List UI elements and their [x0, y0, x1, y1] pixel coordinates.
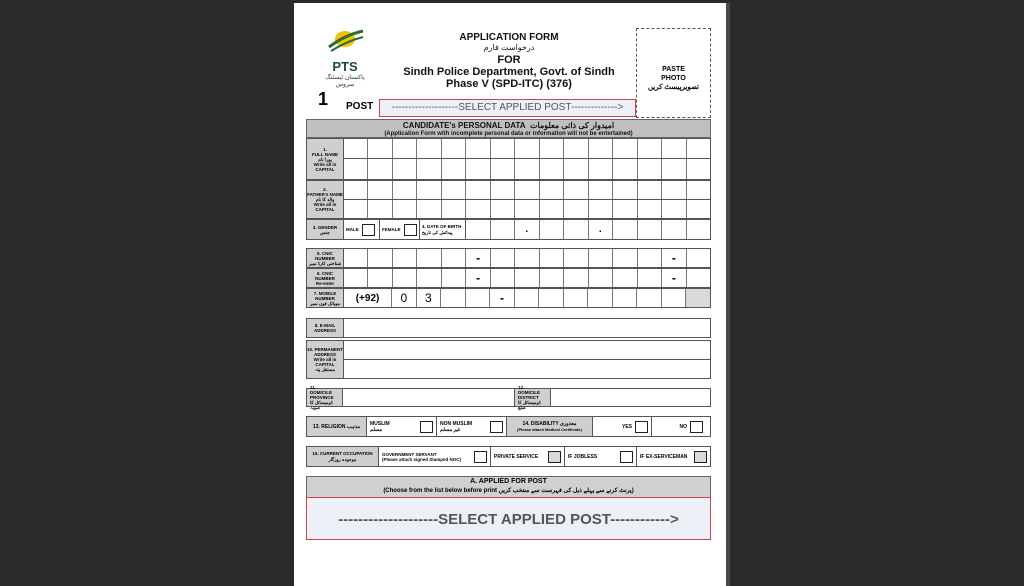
domicile-row: [306, 385, 711, 410]
father-name-cells-2[interactable]: [344, 200, 710, 218]
jobless-checkbox[interactable]: [620, 451, 633, 463]
mobile-cells[interactable]: (+92) 0 3 -: [344, 289, 710, 307]
male-checkbox[interactable]: [362, 224, 375, 236]
father-name-cells-1[interactable]: [344, 181, 710, 200]
occupation-label: 15. CURRENT OCCUPATION موجودہ روزگار: [307, 447, 379, 466]
email-field[interactable]: [344, 319, 710, 337]
applied-post-note: (Choose from the list below before print پرنٹ کرنے سے پہلے ذیل کی فہرست سے منتخب کریں): [383, 488, 634, 494]
ex-serviceman-option[interactable]: IF EX-SERVICEMAN: [637, 447, 710, 466]
personal-title: CANDIDATE's PERSONAL DATA: [402, 121, 526, 130]
cnic-label: 5. CNIC NUMBER شناختی کارڈ نمبر: [307, 249, 344, 267]
disability-no-checkbox[interactable]: [690, 421, 703, 433]
ex-serviceman-checkbox[interactable]: [694, 451, 707, 463]
religion-label: 13. RELIGION مذہب: [307, 417, 367, 436]
jobless-option[interactable]: IF JOBLESS: [565, 447, 637, 466]
private-service-option[interactable]: PRIVATE SERVICE: [491, 447, 565, 466]
domicile-province-field[interactable]: [343, 389, 515, 406]
cnic-cells[interactable]: - -: [344, 249, 710, 267]
private-service-checkbox[interactable]: [548, 451, 561, 463]
pts-logo-icon: [325, 25, 365, 53]
applied-post-select[interactable]: --------------------SELECT APPLIED POST------------>: [306, 497, 711, 540]
disability-label: 14. DISABILITY معذوری (Please attach Medical Certificate): [507, 417, 593, 436]
non-muslim-option[interactable]: NON MUSLIM غیر مسلم: [437, 417, 507, 436]
gov-servant-checkbox[interactable]: [474, 451, 487, 463]
address-row: [306, 340, 711, 379]
title-block: [384, 32, 634, 90]
gender-label: 3. GENDER جنس: [307, 220, 344, 239]
form-title: APPLICATION FORM: [459, 32, 559, 43]
occupation-row: [306, 446, 711, 467]
phase-title: Phase V (SPD-ITC) (376): [446, 78, 572, 90]
gender-dob-row: [306, 219, 711, 240]
address-line-1[interactable]: [344, 341, 710, 360]
photo-line2: PHOTO: [661, 75, 686, 82]
cnic-reenter-row: [306, 268, 711, 288]
full-name-cells-1[interactable]: [344, 139, 710, 159]
gov-servant-option[interactable]: GOVERNMENT SERVANT (Please attach signed Stamped NOC): [379, 447, 491, 466]
disability-no-option[interactable]: NO: [652, 417, 710, 436]
email-row: [306, 318, 711, 338]
personal-note: (Application Form with incomplete personal data or information will not be entertained): [384, 131, 633, 137]
mobile-digit-1: 0: [392, 289, 417, 307]
post-select-dropdown[interactable]: --------------------SELECT APPLIED POST-------------->: [379, 99, 636, 117]
form-title-urdu: درخواست فارم: [483, 43, 535, 52]
disability-yes-checkbox[interactable]: [635, 421, 648, 433]
cnic-reenter-label: 6. CNIC NUMBER Re-enter: [307, 269, 344, 287]
photo-line3: تصویرپیسٹ کریں: [647, 84, 700, 91]
email-label: 8. E-MAIL ADDRESS: [307, 319, 344, 337]
photo-line1: PASTE: [662, 66, 685, 73]
pts-logo: [320, 25, 370, 88]
dob-label: 4. DATE OF BIRTH پیدائش کی تاریخ: [420, 220, 466, 239]
mobile-label: 7. MOBILE NUMBER موبائل فون نمبر: [307, 289, 344, 307]
father-name-label: 2. FATHER's NAME والد کا نام Write all in CAPITAL: [307, 181, 344, 218]
cnic-reenter-cells[interactable]: - -: [344, 269, 710, 287]
applied-post-title: A. APPLIED FOR POST: [470, 478, 547, 485]
paste-photo-box: [636, 28, 711, 118]
applied-post-header: [306, 476, 711, 498]
logo-urdu: پاکستان ٹیسٹنگ سروس: [325, 75, 365, 88]
for-label: FOR: [497, 54, 521, 66]
mobile-digit-2: 3: [417, 289, 442, 307]
domicile-district-label: 12. DOMICILE DISTRICT ڈومیسائل کا ضلع: [515, 389, 551, 406]
father-name-row: [306, 180, 711, 219]
non-muslim-checkbox[interactable]: [490, 421, 503, 433]
mobile-row: [306, 288, 711, 308]
page-edge: [726, 3, 730, 586]
mobile-prefix: (+92): [344, 289, 392, 307]
cnic-row: [306, 248, 711, 268]
address-label: 10. PERMANENT ADDRESS Write all in CAPITAL مستقل پتہ: [307, 341, 344, 378]
muslim-checkbox[interactable]: [420, 421, 433, 433]
department-title: Sindh Police Department, Govt. of Sindh: [403, 66, 615, 78]
form-page: [294, 3, 727, 586]
male-option[interactable]: MALE: [344, 220, 380, 239]
disability-yes-option[interactable]: YES: [593, 417, 652, 436]
dob-cells[interactable]: . .: [466, 220, 710, 239]
muslim-option[interactable]: MUSLIM مسلم: [367, 417, 437, 436]
domicile-district-field[interactable]: [551, 389, 710, 406]
post-label: POST: [346, 101, 374, 112]
logo-text: PTS: [332, 59, 358, 74]
female-option[interactable]: FEMALE: [380, 220, 420, 239]
female-checkbox[interactable]: [404, 224, 417, 236]
personal-data-header: [306, 119, 711, 138]
form-number: 1: [318, 89, 329, 109]
religion-row: [306, 416, 711, 437]
personal-title-urdu: امیدوار کی ذاتی معلومات: [530, 121, 615, 130]
full-name-label: 1. FULL NAME پورا نام Write all in CAPITAL: [307, 139, 344, 179]
full-name-cells-2[interactable]: [344, 159, 710, 179]
domicile-province-label: 11. DOMICILE PROVINCE ڈومیسائل کا صوبہ: [307, 389, 343, 406]
address-line-2[interactable]: [344, 360, 710, 378]
full-name-row: [306, 138, 711, 180]
